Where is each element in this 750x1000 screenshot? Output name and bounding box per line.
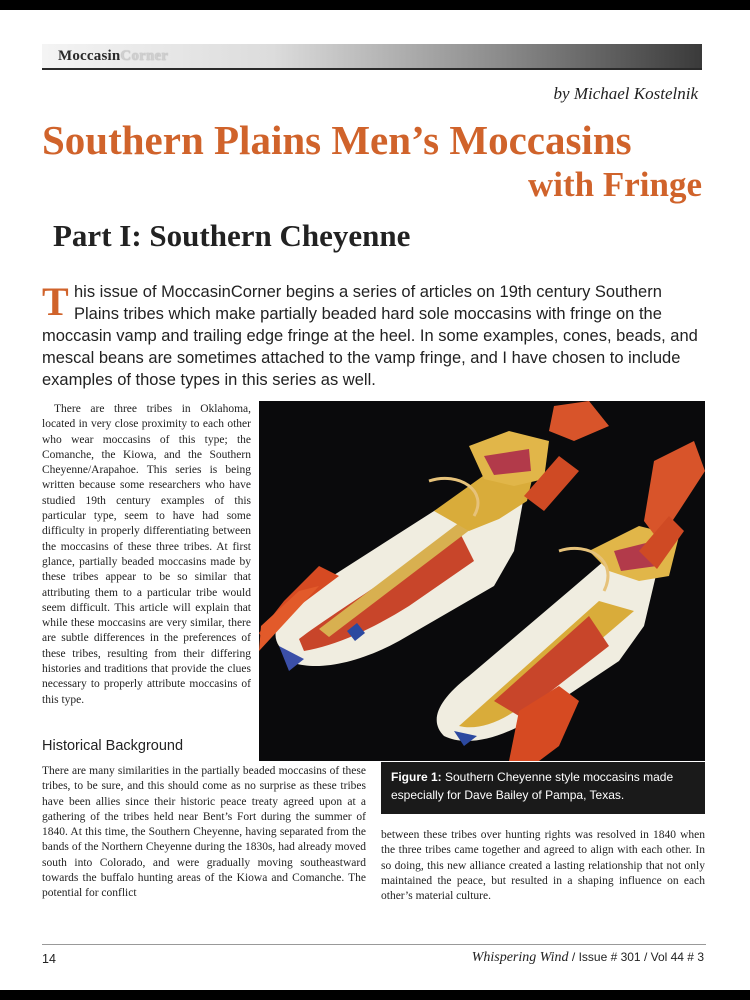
intro-text: his issue of MoccasinCorner begins a series of articles on 19th century Southern Plains tribes which make partially beaded hard sole moccasins with fringe on the moccasin vamp and trailing edge fringe at the heel. In some examples, cones, beads, and mescal beans are sometimes attached to the vamp fringe, and I have chosen to include examples of those types in this series as well. bbox=[42, 283, 698, 389]
footer-rule bbox=[42, 944, 706, 945]
column-brand bbox=[58, 48, 168, 65]
section-heading: Historical Background bbox=[42, 738, 184, 754]
body-paragraph-right: between these tribes over hunting rights was resolved in 1840 when the three tribes came together and agreed to align with each other. In so doing, this new alliance created a lasting relationship that not only maintained the peace, but resulted in a shaping influence on each other’s material culture. bbox=[381, 829, 705, 903]
page-number: 14 bbox=[42, 952, 56, 966]
drop-cap: T bbox=[42, 279, 69, 324]
article-title: Southern Plains Men’s Moccasins bbox=[42, 117, 632, 163]
issue-info: / Issue # 301 / Vol 44 # 3 bbox=[568, 950, 704, 964]
column1-paragraph: There are three tribes in Oklahoma, located in very close proximity to each other who wear moccasins of this type; the Comanche, the Kiowa, and the Southern Cheyenne/Arapahoe. This series is being written because some researchers who have studied 19th century examples of this particular type, seem to have had some difficulty in properly differentiating between the moccasins of these three tribes. At first glance, partially beaded moccasins made by these tribes appear to be so similar that attributing them to a particular tribe would seem difficult. This article will explain that while these moccasins are very similar, there are subtle differences in the preferences of these tribes, resulting from their differing histories and traditions that provide the clues necessary to properly attribute moccasins of this type. bbox=[42, 403, 251, 706]
article-subtitle: Part I: Southern Cheyenne bbox=[53, 218, 411, 253]
publication-name: Whispering Wind bbox=[471, 950, 569, 965]
magazine-page bbox=[0, 10, 750, 990]
body-paragraph-left: There are many similarities in the partially beaded moccasins of these tribes, to be sure, and this should come as no surprise as these tribes have been allies since their historic peace treaty agreed upon at a gathering of the tribes held near Bent’s Fort during the summer of 1840. At this time, the Southern Cheyenne, having separated from the bands of the Northern Cheyenne during the 1830s, had already moved south into Colorado, and were gradually moving southeastward towards the buffalo hunting areas of the Kiowa and Comanche. The potential for conflict bbox=[42, 765, 366, 900]
figure-caption-text: Southern Cheyenne style moccasins made especially for Dave Bailey of Pampa, Texas. bbox=[391, 770, 674, 802]
moccasins-photo bbox=[259, 401, 705, 761]
byline: by Michael Kostelnik bbox=[553, 84, 698, 103]
brand-part1: Moccasin bbox=[58, 48, 121, 64]
header-rule bbox=[42, 68, 702, 70]
article-title-line2: with Fringe bbox=[527, 165, 702, 204]
figure-caption bbox=[381, 762, 705, 814]
brand-part2: Corner bbox=[120, 48, 169, 64]
intro-paragraph bbox=[42, 281, 706, 391]
footer-issue-info bbox=[472, 950, 704, 966]
moccasins-illustration bbox=[259, 401, 705, 761]
figure-label: Figure 1: bbox=[391, 770, 442, 784]
